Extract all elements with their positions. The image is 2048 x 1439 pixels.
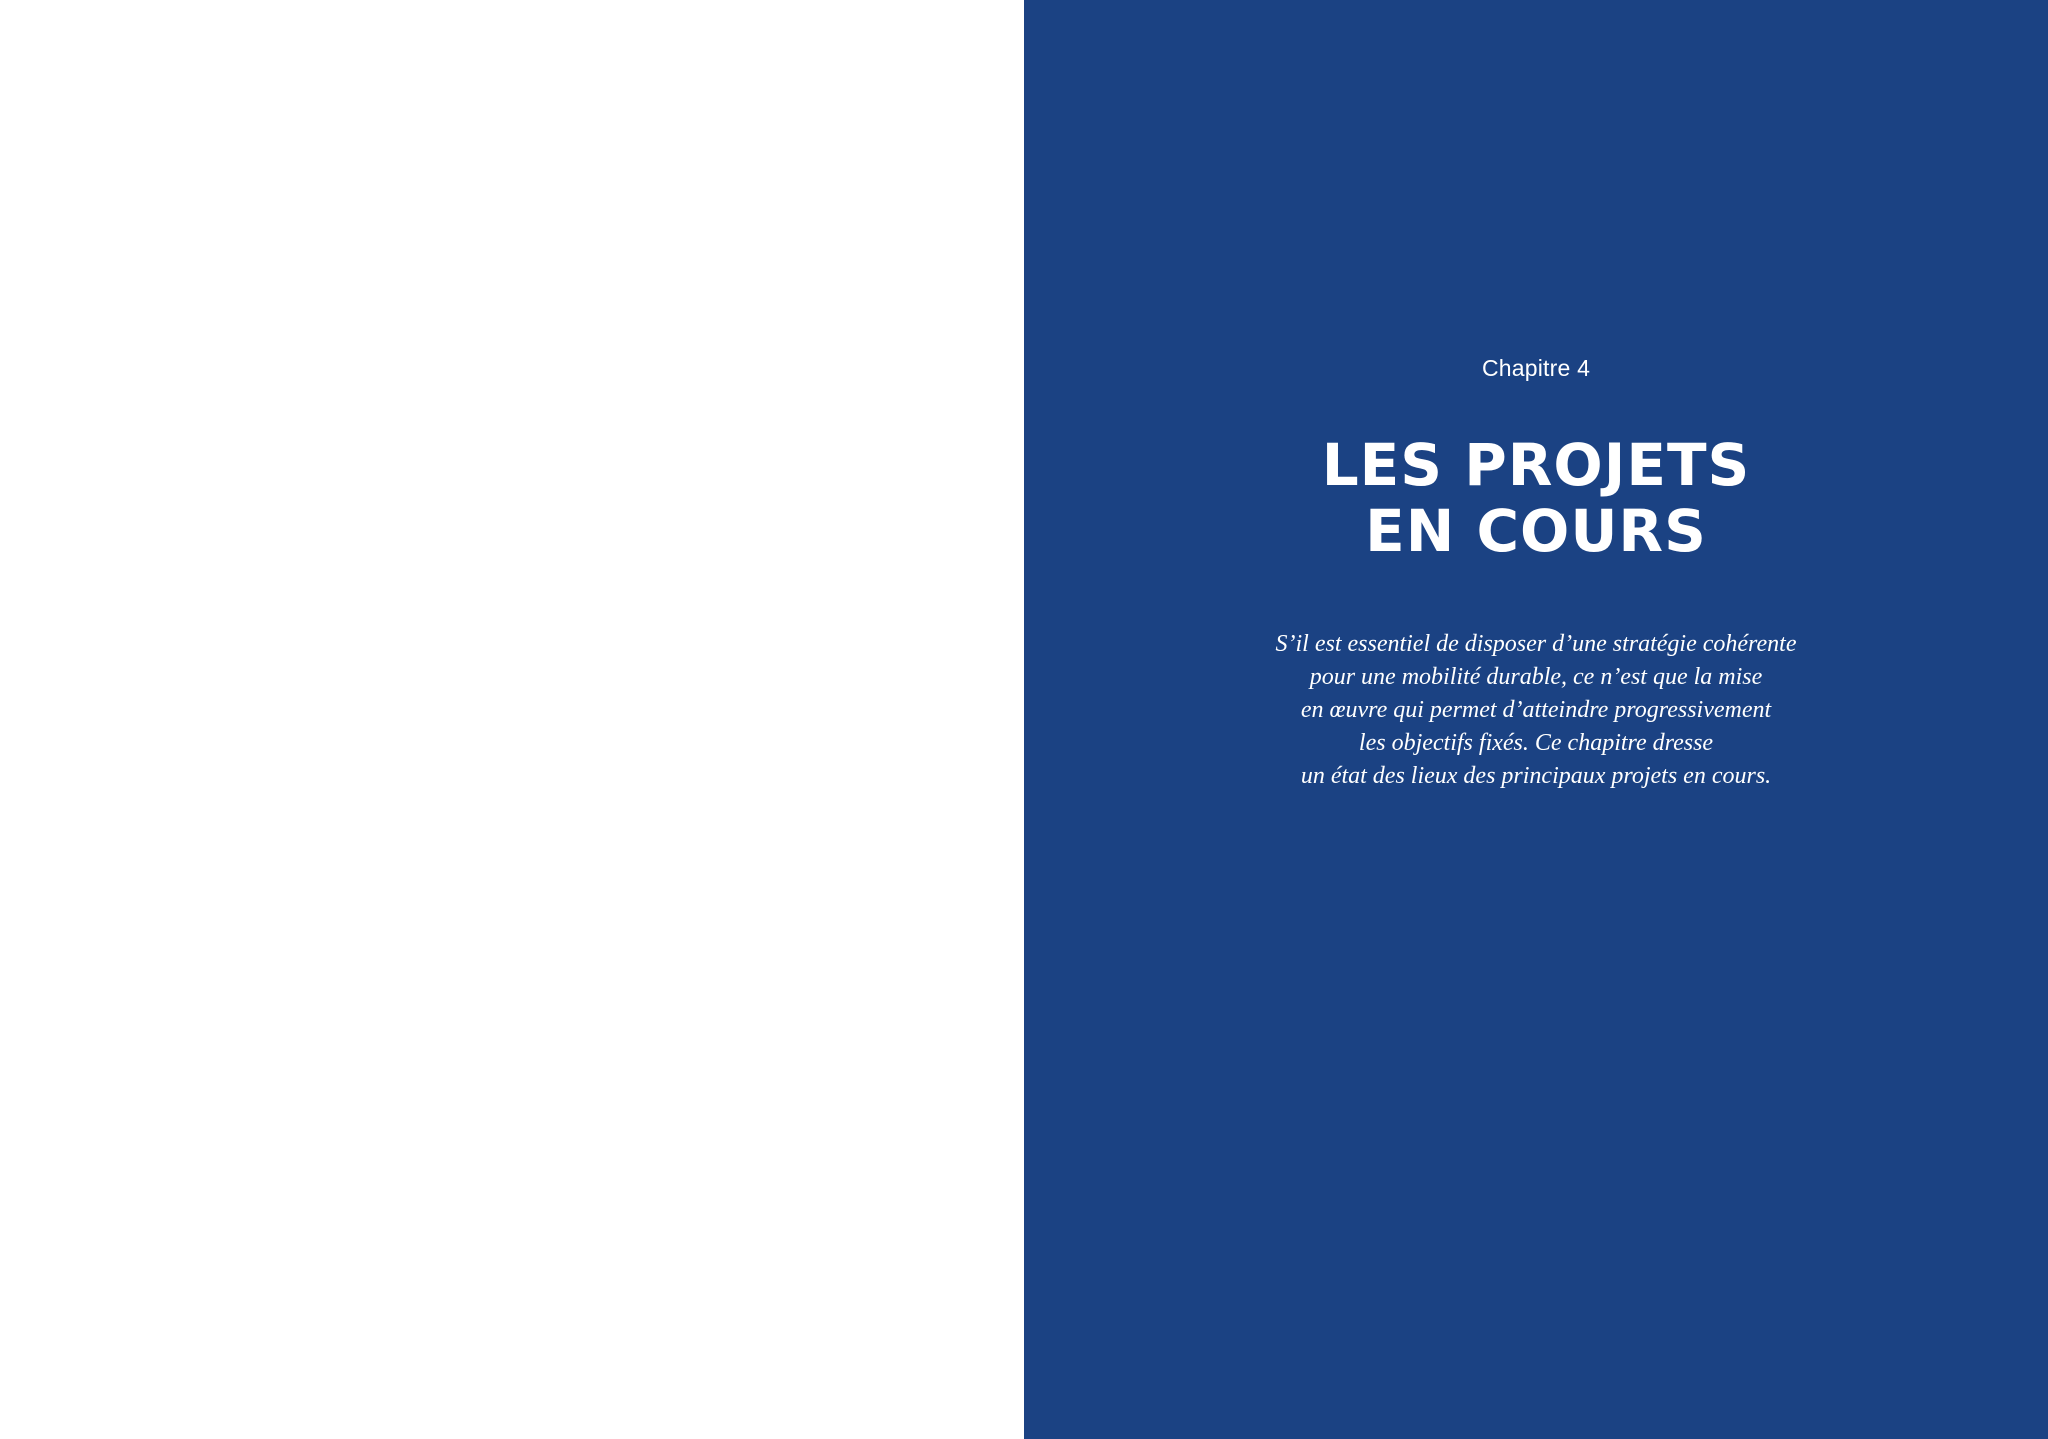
chapter-intro-line-4: les objectifs fixés. Ce chapitre dresse bbox=[1358, 730, 1714, 756]
chapter-title bbox=[1024, 432, 2048, 564]
chapter-cover-page bbox=[1024, 0, 2048, 1439]
chapter-label: Chapitre 4 bbox=[1481, 355, 1591, 381]
chapter-title-line-1: LES PROJETS bbox=[1321, 431, 1751, 499]
chapter-title-line-2: EN COURS bbox=[1365, 497, 1707, 565]
chapter-intro bbox=[1024, 628, 2048, 793]
chapter-intro-line-3: en œuvre qui permet d’atteindre progressivement bbox=[1300, 697, 1772, 723]
chapter-intro-line-1: S’il est essentiel de disposer d’une stratégie cohérente bbox=[1275, 631, 1797, 657]
chapter-intro-line-5: un état des lieux des principaux projets en cours. bbox=[1300, 763, 1772, 789]
chapter-intro-line-2: pour une mobilité durable, ce n’est que la mise bbox=[1309, 664, 1763, 690]
